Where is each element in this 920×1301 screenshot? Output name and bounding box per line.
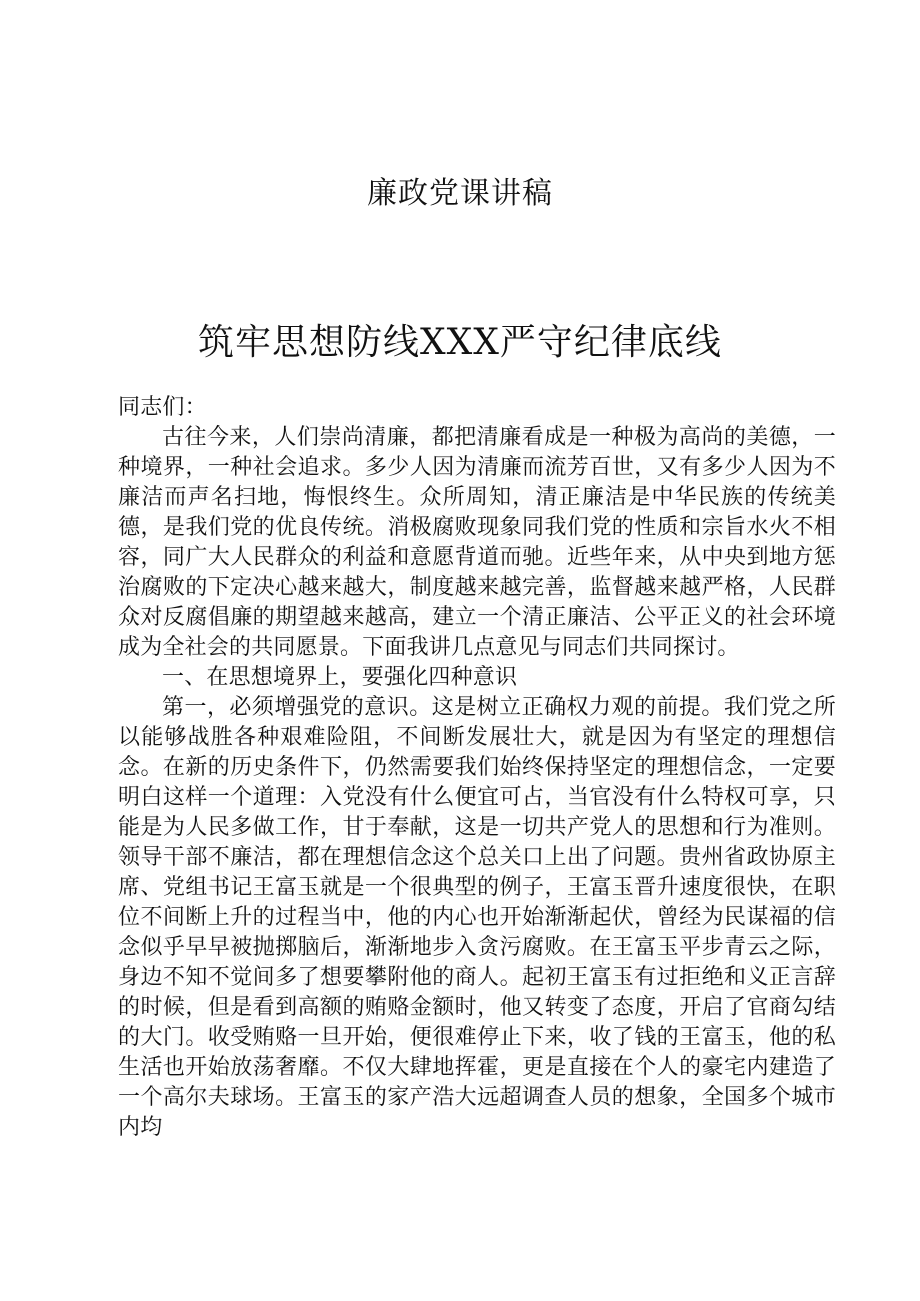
document-subtitle: 筑牢思想防线XXX严守纪律底线 [198,322,722,363]
document-title: 廉政党课讲稿 [367,176,553,211]
paragraph-intro: 古往今来，人们崇尚清廉，都把清廉看成是一种极为高尚的美德，一种境界，一种社会追求。多少人因为清廉而流芳百世，又有多少人因为不廉洁而声名扫地，悔恨终生。众所周知，清正廉洁是中华民族的传统美德，是我们党的优良传统。消极腐败现象同我们党的性质和宗旨水火不相容，同广大人民群众的利益和意愿背道而驰。近些年来，从中央到地方惩治腐败的下定决心越来越大，制度越来越完善，监督越来越严格，人民群众对反腐倡廉的期望越来越高，建立一个清正廉洁、公平正义的社会环境成为全社会的共同愿景。下面我讲几点意见与同志们共同探讨。 [118,425,836,660]
section-heading-1: 一、在思想境界上，要强化四种意识 [162,665,518,690]
document-body [118,393,836,1143]
greeting: 同志们： [118,395,207,420]
paragraph-first-point: 第一，必须增强党的意识。这是树立正确权力观的前提。我们党之所以能够战胜各种艰难险阻，不间断发展壮大，就是因为有坚定的理想信念。在新的历史条件下，仍然需要我们始终保持坚定的理想信念，一定要明白这样一个道理：入党没有什么便宜可占，当官没有什么特权可享，只能是为人民多做工作，甘于奉献，这是一切共产党人的思想和行为准则。领导干部不廉洁，都在理想信念这个总关口上出了问题。贵州省政协原主席、党组书记王富玉就是一个很典型的例子，王富玉晋升速度很快，在职位不间断上升的过程当中，他的内心也开始渐渐起伏，曾经为民谋福的信念似乎早早被抛掷脑后，渐渐地步入贪污腐败。在王富玉平步青云之际，身边不知不觉间多了想要攀附他的商人。起初王富玉有过拒绝和义正言辞的时候，但是看到高额的贿赂金额时，他又转变了态度，开启了官商勾结的大门。收受贿赂一旦开始，便很难停止下来，收了钱的王富玉，他的私生活也开始放荡奢靡。不仅大肆地挥霍，更是直接在个人的豪宅内建造了一个高尔夫球场。王富玉的家产浩大远超调查人员的想象，全国多个城市内均 [118,695,836,1140]
